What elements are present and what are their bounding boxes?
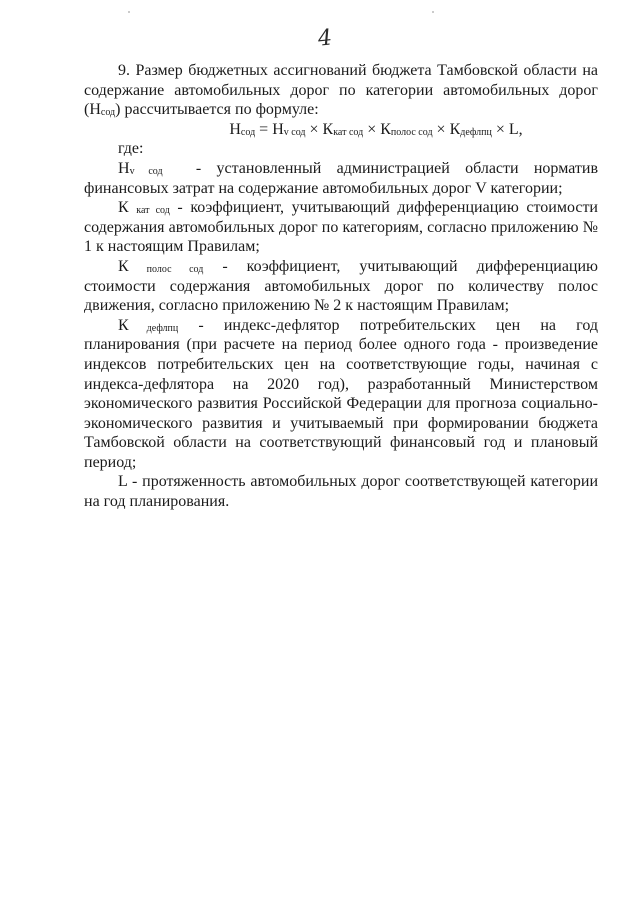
definition-k-polos: К $_{полос сод}$ - коэффициент, учитывающий дифференциацию стоимости содержания автомобильных дорог по количеству полос движения, согласно приложению № 2 к настоящим Правилам; — [84, 257, 599, 315]
page-number: 4 — [316, 25, 334, 52]
paragraph-intro: 9. Размер бюджетных ассигнований бюджета Тамбовской области на содержание автомобильных дорог по категории автомобильных дорог $(Н_{сод})$ рассчитывается по формуле: — [84, 62, 598, 119]
definition-k-deflator: К $_{дефлпц}$ - индекс-дефлятор потребительских цен на год планирования (при расчете на период более одного года - произведение индексов потребительских цен на соответствующие годы, начиная с индекса-дефлятора на 2020 год), разработанный Министерством экономического развития Российской Федерации для прогноза социально-экономического развития и учитываемый при формировании бюджета Тамбовской области на соответствующий финансовый год и плановый период; — [84, 316, 598, 471]
definition-nv: $Н_{v сод}$ - установленный администрацией области норматив финансовых затрат на содержание автомобильных дорог V категории; — [84, 159, 598, 197]
document-body — [84, 61, 598, 512]
scan-speck — [128, 11, 130, 13]
where-label: где: — [118, 140, 144, 158]
definition-length: L - протяженность автомобильных дорог соответствующей категории на год планирования. — [84, 473, 598, 511]
formula: $Н_{сод} = Н_{v сод} \times К_{кат сод} \times К_{полос сод} \times К_{дефлпц} \times L$, — [229, 120, 523, 138]
scan-speck — [432, 11, 434, 13]
definition-k-kat: К $_{кат сод}$ - коэффициент, учитывающий дифференциацию стоимости содержания автомобильных дорог по категориям, согласно приложению № 1 к настоящим Правилам; — [84, 199, 598, 256]
